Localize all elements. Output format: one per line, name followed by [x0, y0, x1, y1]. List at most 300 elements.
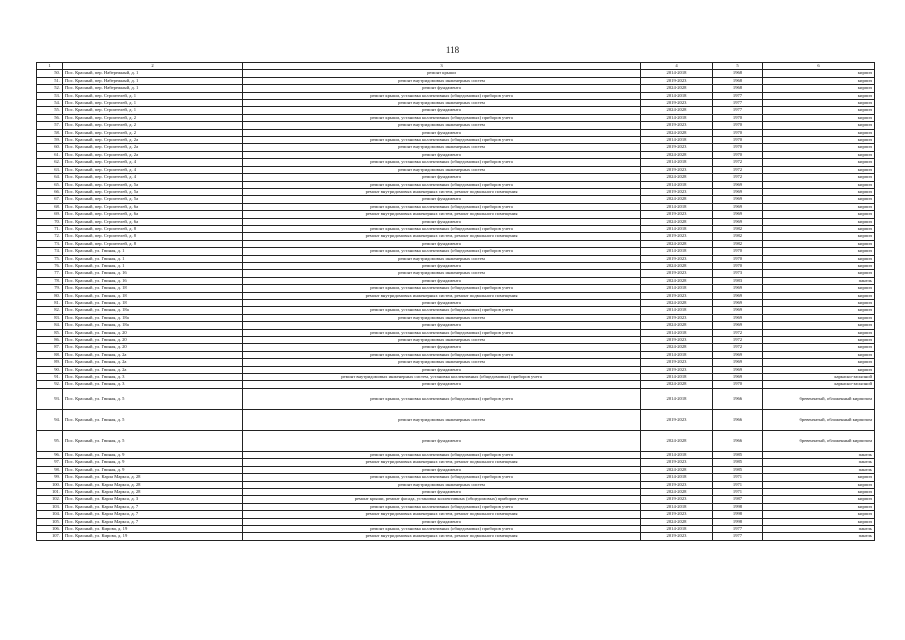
cell-work-type: ремонт внутридомовых инженерных систем [243, 481, 641, 488]
cell-period: 2019-2023 [641, 292, 713, 299]
cell-build-year: 1977 [713, 100, 763, 107]
cell-build-year: 1970 [713, 137, 763, 144]
cell-period: 2024-2028 [641, 277, 713, 284]
cell-address: Пос. Красный, ул. Гвиная, д. 1 [63, 248, 243, 255]
cell-number: 51. [37, 77, 63, 84]
cell-number: 100. [37, 481, 63, 488]
cell-address: Пос. Красный, пер. Строителей, д. 1 [63, 92, 243, 99]
cell-work-type: ремонт фундамента [243, 488, 641, 495]
cell-address: Пос. Красный, ул. Гвиная, д. 16 [63, 270, 243, 277]
cell-period: 2014-2018 [641, 388, 713, 409]
cell-wall-material: панель [763, 533, 875, 540]
table-row [37, 166, 875, 173]
cell-wall-material: кирпич [763, 270, 875, 277]
cell-build-year: 1969 [713, 366, 763, 373]
cell-period: 2019-2023 [641, 100, 713, 107]
cell-number: 88. [37, 351, 63, 358]
cell-address: Пос. Красный, ул. Гвиная, д. 2а [63, 359, 243, 366]
cell-work-type: ремонт крыши, ремонт фасада, установка коллективных (общедомовых) приборов учета [243, 496, 641, 503]
cell-work-type: ремонт внутридомовых инженерных систем, ремонт подвального помещения [243, 459, 641, 466]
table-row [37, 451, 875, 458]
cell-wall-material: каркасно-засыпной [763, 374, 875, 381]
cell-wall-material: кирпич [763, 100, 875, 107]
cell-period: 2024-2028 [641, 430, 713, 451]
cell-number: 102. [37, 496, 63, 503]
cell-work-type: ремонт фундамента [243, 85, 641, 92]
cell-number: 56. [37, 114, 63, 121]
cell-address: Пос. Красный, пер. Строителей, д. 5а [63, 188, 243, 195]
cell-work-type: ремонт крыши, установка коллективных (общедомовых) приборов учета [243, 503, 641, 510]
cell-number: 75. [37, 255, 63, 262]
cell-address: Пос. Красный, ул. Гвиная, д. 18а [63, 307, 243, 314]
capital-repair-table [36, 62, 875, 541]
cell-build-year: 1972 [713, 329, 763, 336]
cell-build-year: 1977 [713, 92, 763, 99]
table-row [37, 381, 875, 388]
cell-period: 2014-2018 [641, 285, 713, 292]
cell-address: Пос. Красный, пер. Строителей, д. 4 [63, 174, 243, 181]
cell-work-type: ремонт фундамента [243, 240, 641, 247]
cell-address: Пос. Красный, ул. Карла Маркса, д. 28 [63, 481, 243, 488]
cell-period: 2024-2028 [641, 85, 713, 92]
cell-wall-material: кирпич [763, 300, 875, 307]
cell-build-year: 1969 [713, 374, 763, 381]
cell-period: 2014-2018 [641, 92, 713, 99]
cell-period: 2019-2023 [641, 188, 713, 195]
cell-wall-material: панель [763, 459, 875, 466]
cell-address: Пос. Красный, пер. Строителей, д. 2 [63, 114, 243, 121]
table-row [37, 430, 875, 451]
cell-period: 2019-2023 [641, 481, 713, 488]
cell-address: Пос. Красный, ул. Гвиная, д. 9 [63, 466, 243, 473]
cell-number: 59. [37, 137, 63, 144]
cell-address: Пос. Красный, пер. Строителей, д. 2 [63, 129, 243, 136]
header-cell-num: 1 [37, 63, 63, 70]
header-cell-address: 2 [63, 63, 243, 70]
table-row [37, 322, 875, 329]
table-row [37, 496, 875, 503]
header-cell-material: 6 [763, 63, 875, 70]
cell-period: 2014-2018 [641, 351, 713, 358]
cell-build-year: 1969 [713, 285, 763, 292]
table-row [37, 459, 875, 466]
table-row [37, 203, 875, 210]
cell-period: 2019-2023 [641, 511, 713, 518]
cell-number: 82. [37, 307, 63, 314]
table-row [37, 374, 875, 381]
cell-wall-material: кирпич [763, 366, 875, 373]
cell-address: Пос. Красный, ул. Гвиная, д. 5 [63, 409, 243, 430]
cell-build-year: 1969 [713, 196, 763, 203]
cell-address: Пос. Красный, пер. Набережный, д. 1 [63, 85, 243, 92]
cell-period: 2014-2018 [641, 248, 713, 255]
cell-period: 2024-2028 [641, 344, 713, 351]
cell-period: 2024-2028 [641, 488, 713, 495]
table-row [37, 351, 875, 358]
cell-address: Пос. Красный, ул. Гвиная, д. 18а [63, 314, 243, 321]
cell-number: 69. [37, 211, 63, 218]
cell-wall-material: кирпич [763, 114, 875, 121]
cell-build-year: 1977 [713, 533, 763, 540]
cell-period: 2019-2023 [641, 211, 713, 218]
cell-number: 93. [37, 388, 63, 409]
table-row [37, 300, 875, 307]
cell-number: 64. [37, 174, 63, 181]
cell-period: 2024-2028 [641, 174, 713, 181]
cell-wall-material: кирпич [763, 248, 875, 255]
cell-address: Пос. Красный, пер. Строителей, д. 2а [63, 151, 243, 158]
cell-wall-material: панель [763, 525, 875, 532]
cell-wall-material: кирпич [763, 77, 875, 84]
cell-wall-material: кирпич [763, 92, 875, 99]
cell-work-type: ремонт фундамента [243, 174, 641, 181]
cell-period: 2014-2018 [641, 307, 713, 314]
cell-work-type: ремонт крыши, установка коллективных (общедомовых) приборов учета [243, 451, 641, 458]
cell-wall-material: кирпич [763, 181, 875, 188]
table-row [37, 533, 875, 540]
table-row [37, 233, 875, 240]
cell-work-type: ремонт крыши, установка коллективных (общедомовых) приборов учета [243, 307, 641, 314]
cell-number: 61. [37, 151, 63, 158]
table-row [37, 366, 875, 373]
table-row [37, 270, 875, 277]
cell-period: 2019-2023 [641, 144, 713, 151]
cell-address: Пос. Красный, пер. Строителей, д. 8 [63, 225, 243, 232]
cell-number: 89. [37, 359, 63, 366]
cell-build-year: 1971 [713, 474, 763, 481]
table-row [37, 488, 875, 495]
table-row [37, 114, 875, 121]
cell-work-type: ремонт крыши, установка коллективных (общедомовых) приборов учета [243, 114, 641, 121]
cell-work-type: ремонт внутридомовых инженерных систем [243, 359, 641, 366]
cell-period: 2014-2018 [641, 474, 713, 481]
table-row [37, 151, 875, 158]
cell-period: 2024-2028 [641, 129, 713, 136]
cell-address: Пос. Красный, пер. Строителей, д. 2а [63, 137, 243, 144]
table-row [37, 188, 875, 195]
cell-number: 62. [37, 159, 63, 166]
cell-wall-material: кирпич [763, 107, 875, 114]
cell-address: Пос. Красный, пер. Строителей, д. 6а [63, 211, 243, 218]
cell-build-year: 1970 [713, 122, 763, 129]
cell-build-year: 1969 [713, 181, 763, 188]
table-row [37, 144, 875, 151]
cell-wall-material: панель [763, 466, 875, 473]
cell-number: 96. [37, 451, 63, 458]
cell-address: Пос. Красный, ул. Гвиная, д. 5 [63, 388, 243, 409]
cell-wall-material: кирпич [763, 337, 875, 344]
cell-work-type: ремонт фундамента [243, 277, 641, 284]
cell-work-type: ремонт внутридомовых инженерных систем, ремонт подвального помещения [243, 292, 641, 299]
cell-period: 2019-2023 [641, 270, 713, 277]
cell-number: 57. [37, 122, 63, 129]
cell-address: Пос. Красный, ул. Гвиная, д. 5 [63, 430, 243, 451]
cell-wall-material: кирпич [763, 85, 875, 92]
cell-build-year: 1971 [713, 488, 763, 495]
cell-address: Пос. Красный, ул. Гвиная, д. 20 [63, 337, 243, 344]
cell-period: 2024-2028 [641, 262, 713, 269]
cell-number: 65. [37, 181, 63, 188]
cell-address: Пос. Красный, ул. Карла Маркса, д. 7 [63, 518, 243, 525]
cell-work-type: ремонт внутридомовых инженерных систем [243, 314, 641, 321]
cell-address: Пос. Красный, ул. Гвиная, д. 18 [63, 300, 243, 307]
cell-address: Пос. Красный, ул. Гвиная, д. 18 [63, 292, 243, 299]
cell-work-type: ремонт внутридомовых инженерных систем [243, 100, 641, 107]
cell-wall-material: кирпич [763, 518, 875, 525]
cell-period: 2019-2023 [641, 233, 713, 240]
table-row [37, 481, 875, 488]
table-row [37, 211, 875, 218]
table-row [37, 240, 875, 247]
cell-address: Пос. Красный, пер. Строителей, д. 2а [63, 144, 243, 151]
cell-number: 95. [37, 430, 63, 451]
cell-period: 2014-2018 [641, 525, 713, 532]
cell-build-year: 1969 [713, 203, 763, 210]
cell-wall-material: кирпич [763, 359, 875, 366]
cell-wall-material: кирпич [763, 488, 875, 495]
cell-wall-material: кирпич [763, 255, 875, 262]
cell-build-year: 1982 [713, 240, 763, 247]
cell-period: 2019-2023 [641, 496, 713, 503]
cell-work-type: ремонт внутридомовых инженерных систем, ремонт подвального помещения [243, 533, 641, 540]
cell-work-type: ремонт внутридомовых инженерных систем, установка коллективных (общедомовых) приборов учета [243, 374, 641, 381]
cell-work-type: ремонт крыши, установка коллективных (общедомовых) приборов учета [243, 248, 641, 255]
table-row [37, 255, 875, 262]
cell-wall-material: кирпич [763, 511, 875, 518]
cell-address: Пос. Красный, пер. Строителей, д. 4 [63, 159, 243, 166]
cell-period: 2014-2018 [641, 137, 713, 144]
cell-wall-material: кирпич [763, 129, 875, 136]
cell-address: Пос. Красный, пер. Строителей, д. 1 [63, 100, 243, 107]
table-row [37, 129, 875, 136]
cell-period: 2019-2023 [641, 314, 713, 321]
table-row [37, 525, 875, 532]
cell-period: 2019-2023 [641, 122, 713, 129]
cell-build-year: 1970 [713, 151, 763, 158]
table-row [37, 359, 875, 366]
cell-build-year: 1969 [713, 218, 763, 225]
table-row [37, 122, 875, 129]
cell-work-type: ремонт внутридомовых инженерных систем [243, 409, 641, 430]
cell-number: 78. [37, 277, 63, 284]
cell-work-type: ремонт фундамента [243, 344, 641, 351]
cell-wall-material: кирпич [763, 196, 875, 203]
cell-work-type: ремонт крыши, установка коллективных (общедомовых) приборов учета [243, 474, 641, 481]
cell-address: Пос. Красный, ул. Гвиная, д. 18 [63, 285, 243, 292]
cell-period: 2014-2018 [641, 451, 713, 458]
cell-build-year: 1985 [713, 459, 763, 466]
cell-period: 2019-2023 [641, 459, 713, 466]
table-row [37, 174, 875, 181]
cell-wall-material: кирпич [763, 188, 875, 195]
cell-wall-material: кирпич [763, 144, 875, 151]
cell-period: 2024-2028 [641, 107, 713, 114]
cell-number: 74. [37, 248, 63, 255]
cell-build-year: 1998 [713, 503, 763, 510]
cell-number: 98. [37, 466, 63, 473]
table-row [37, 218, 875, 225]
cell-address: Пос. Красный, пер. Строителей, д. 5а [63, 181, 243, 188]
cell-work-type: ремонт крыши, установка коллективных (общедомовых) приборов учета [243, 225, 641, 232]
cell-address: Пос. Красный, пер. Строителей, д. 6а [63, 203, 243, 210]
cell-wall-material: кирпич [763, 351, 875, 358]
cell-number: 90. [37, 366, 63, 373]
cell-build-year: 1969 [713, 351, 763, 358]
cell-number: 68. [37, 203, 63, 210]
cell-wall-material: кирпич [763, 122, 875, 129]
cell-work-type: ремонт фундамента [243, 151, 641, 158]
cell-address: Пос. Красный, ул. Гвиная, д. 3 [63, 374, 243, 381]
cell-work-type: ремонт фундамента [243, 381, 641, 388]
cell-period: 2014-2018 [641, 503, 713, 510]
cell-period: 2019-2023 [641, 359, 713, 366]
cell-build-year: 1972 [713, 174, 763, 181]
cell-number: 97. [37, 459, 63, 466]
cell-build-year: 1970 [713, 381, 763, 388]
cell-build-year: 1969 [713, 300, 763, 307]
cell-address: Пос. Красный, пер. Строителей, д. 8 [63, 240, 243, 247]
cell-build-year: 1969 [713, 322, 763, 329]
cell-number: 60. [37, 144, 63, 151]
cell-work-type: ремонт фундамента [243, 430, 641, 451]
cell-wall-material: кирпич [763, 344, 875, 351]
cell-number: 104. [37, 511, 63, 518]
cell-period: 2014-2018 [641, 329, 713, 336]
cell-number: 101. [37, 488, 63, 495]
cell-work-type: ремонт фундамента [243, 107, 641, 114]
cell-number: 72. [37, 233, 63, 240]
cell-work-type: ремонт крыши, установка коллективных (общедомовых) приборов учета [243, 92, 641, 99]
cell-number: 84. [37, 322, 63, 329]
cell-number: 79. [37, 285, 63, 292]
cell-wall-material: кирпич [763, 496, 875, 503]
cell-address: Пос. Красный, ул. Гвиная, д. 2а [63, 351, 243, 358]
cell-build-year: 1972 [713, 344, 763, 351]
cell-number: 94. [37, 409, 63, 430]
table-row [37, 518, 875, 525]
cell-address: Пос. Красный, ул. Гвиная, д. 1 [63, 262, 243, 269]
cell-address: Пос. Красный, ул. Карла Маркса, д. 7 [63, 511, 243, 518]
cell-period: 2019-2023 [641, 255, 713, 262]
cell-build-year: 1977 [713, 107, 763, 114]
table-row [37, 107, 875, 114]
table-row [37, 85, 875, 92]
table-row [37, 344, 875, 351]
header-cell-period: 4 [641, 63, 713, 70]
table-row [37, 474, 875, 481]
cell-period: 2024-2028 [641, 466, 713, 473]
table-row [37, 277, 875, 284]
cell-wall-material: кирпич [763, 233, 875, 240]
table-row [37, 248, 875, 255]
cell-number: 106. [37, 525, 63, 532]
cell-wall-material: кирпич [763, 70, 875, 77]
cell-build-year: 1972 [713, 337, 763, 344]
table-row [37, 70, 875, 77]
table-row [37, 466, 875, 473]
cell-build-year: 1968 [713, 77, 763, 84]
table-row [37, 137, 875, 144]
table-row [37, 329, 875, 336]
cell-build-year: 1987 [713, 496, 763, 503]
cell-wall-material: кирпич [763, 211, 875, 218]
cell-number: 63. [37, 166, 63, 173]
cell-build-year: 1998 [713, 518, 763, 525]
cell-wall-material: кирпич [763, 329, 875, 336]
cell-number: 54. [37, 100, 63, 107]
cell-address: Пос. Красный, ул. Гвиная, д. 9 [63, 459, 243, 466]
cell-wall-material: кирпич [763, 474, 875, 481]
table-row [37, 92, 875, 99]
cell-work-type: ремонт внутридомовых инженерных систем [243, 337, 641, 344]
table-row [37, 314, 875, 321]
cell-number: 50. [37, 70, 63, 77]
cell-number: 87. [37, 344, 63, 351]
cell-build-year: 1973 [713, 270, 763, 277]
cell-build-year: 1982 [713, 225, 763, 232]
cell-period: 2019-2023 [641, 366, 713, 373]
cell-build-year: 1982 [713, 233, 763, 240]
cell-address: Пос. Красный, пер. Строителей, д. 8 [63, 233, 243, 240]
table-body [37, 70, 875, 540]
cell-wall-material: кирпич [763, 137, 875, 144]
cell-period: 2019-2023 [641, 409, 713, 430]
cell-work-type: ремонт крыши, установка коллективных (общедомовых) приборов учета [243, 159, 641, 166]
cell-work-type: ремонт крыши, установка коллективных (общедомовых) приборов учета [243, 285, 641, 292]
cell-work-type: ремонт крыши [243, 70, 641, 77]
cell-work-type: ремонт внутридомовых инженерных систем [243, 166, 641, 173]
cell-build-year: 1970 [713, 255, 763, 262]
cell-period: 2024-2028 [641, 218, 713, 225]
cell-wall-material: каркасно-засыпной [763, 381, 875, 388]
cell-address: Пос. Красный, ул. Карла Маркса, д. 3 [63, 496, 243, 503]
table-row [37, 285, 875, 292]
cell-number: 58. [37, 129, 63, 136]
cell-address: Пос. Красный, ул. Кирова, д. 19 [63, 525, 243, 532]
cell-address: Пос. Красный, пер. Строителей, д. 1 [63, 107, 243, 114]
cell-work-type: ремонт крыши, установка коллективных (общедомовых) приборов учета [243, 181, 641, 188]
cell-work-type: ремонт фундамента [243, 300, 641, 307]
cell-work-type: ремонт внутридомовых инженерных систем [243, 255, 641, 262]
cell-number: 103. [37, 503, 63, 510]
cell-wall-material: кирпич [763, 322, 875, 329]
cell-period: 2014-2018 [641, 203, 713, 210]
cell-number: 76. [37, 262, 63, 269]
table-row [37, 100, 875, 107]
cell-address: Пос. Красный, ул. Гвиная, д. 20 [63, 329, 243, 336]
cell-wall-material: бревенчатый, обложенный кирпичом [763, 409, 875, 430]
cell-work-type: ремонт внутридомовых инженерных систем [243, 122, 641, 129]
header-row [37, 63, 875, 70]
cell-wall-material: кирпич [763, 292, 875, 299]
cell-address: Пос. Красный, ул. Гвиная, д. 9 [63, 451, 243, 458]
cell-number: 86. [37, 337, 63, 344]
cell-address: Пос. Красный, пер. Строителей, д. 6а [63, 218, 243, 225]
table-row [37, 181, 875, 188]
cell-address: Пос. Красный, ул. Гвиная, д. 1 [63, 255, 243, 262]
cell-address: Пос. Красный, ул. Карла Маркса, д. 28 [63, 474, 243, 481]
cell-period: 2024-2028 [641, 322, 713, 329]
cell-wall-material: кирпич [763, 307, 875, 314]
cell-build-year: 1969 [713, 359, 763, 366]
cell-wall-material: кирпич [763, 240, 875, 247]
cell-wall-material: кирпич [763, 151, 875, 158]
cell-number: 83. [37, 314, 63, 321]
cell-build-year: 1972 [713, 159, 763, 166]
cell-address: Пос. Красный, пер. Строителей, д. 2 [63, 122, 243, 129]
cell-number: 70. [37, 218, 63, 225]
cell-period: 2014-2018 [641, 159, 713, 166]
